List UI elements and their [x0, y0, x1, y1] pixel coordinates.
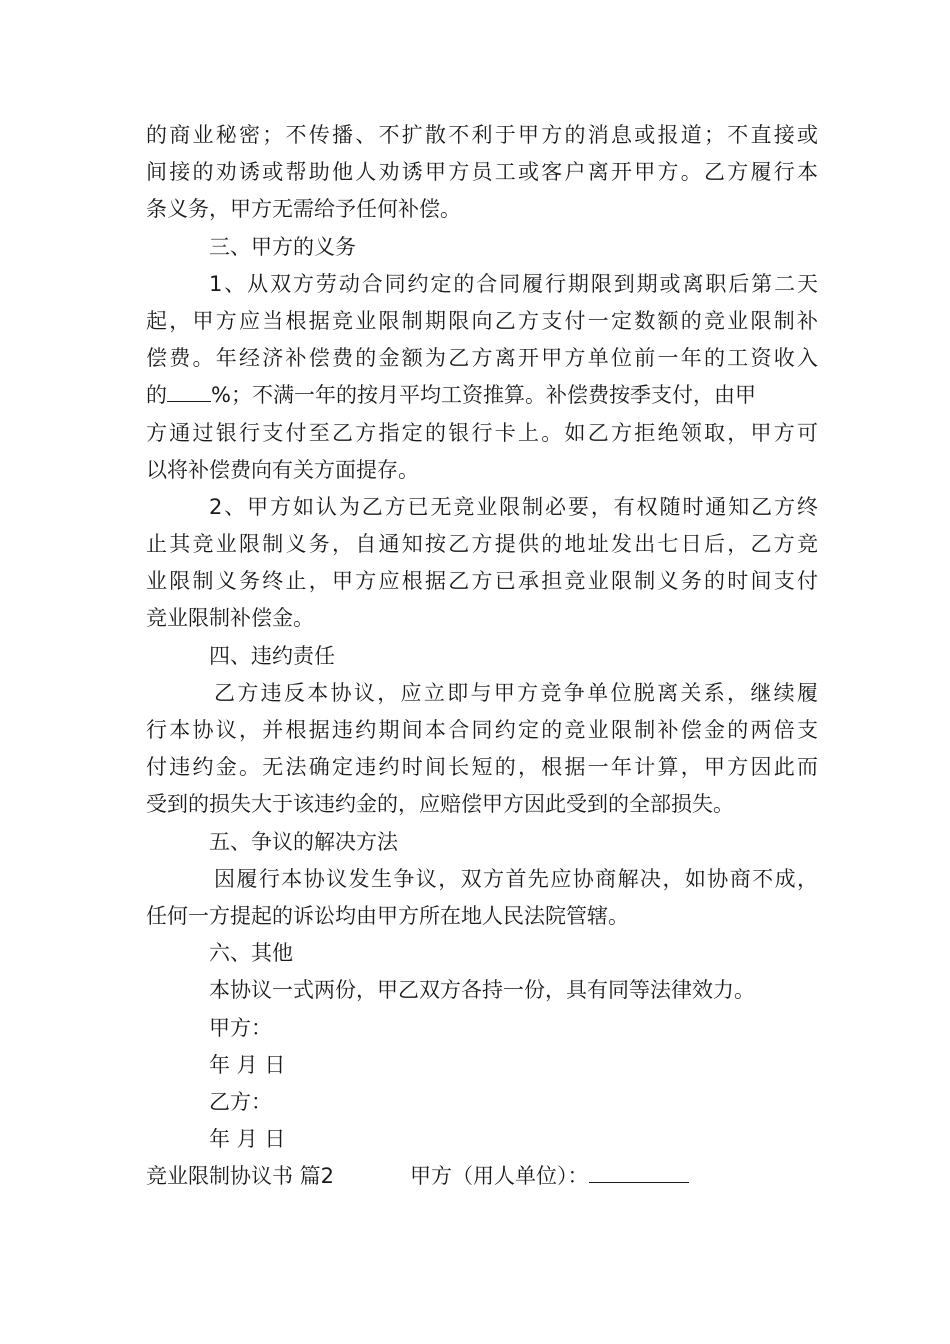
section-heading-obligations-a: 三、甲方的义务 [209, 234, 356, 259]
paragraph-line: 业限制义务终止，甲方应根据乙方已承担竞业限制义务的时间支付 [146, 569, 818, 594]
paragraph-line: 因履行本协议发生争议，双方首先应协商解决，如协商不成， [214, 866, 818, 891]
paragraph-line: 偿费。年经济补偿费的金额为乙方离开甲方单位前一年的工资收入 [146, 346, 818, 371]
text-fragment: 的 [146, 383, 167, 408]
paragraph-line: 2、甲方如认为乙方已无竞业限制必要，有权随时通知乙方终 [209, 494, 818, 519]
party-b-date: 年 月 日 [209, 1127, 286, 1152]
paragraph-line-with-blank [146, 377, 818, 414]
paragraph-line: 起，甲方应当根据竞业限制期限向乙方支付一定数额的竞业限制补 [146, 308, 818, 333]
next-agreement-header [146, 1158, 818, 1195]
section-heading-other: 六、其他 [209, 941, 293, 966]
document-page [146, 117, 818, 1195]
paragraph-line: 受到的损失大于该违约金的，应赔偿甲方因此受到的全部损失。 [146, 792, 734, 817]
agreement-title: 竞业限制协议书 篇2 [146, 1164, 335, 1189]
party-a-date: 年 月 日 [209, 1052, 286, 1077]
employer-blank [589, 1160, 689, 1183]
percentage-blank [167, 379, 211, 402]
employer-field [410, 1158, 689, 1195]
text-fragment: %；不满一年的按月平均工资推算。补偿费按季支付，由甲 [211, 383, 756, 408]
paragraph-line: 本协议一式两份，甲乙双方各持一份，具有同等法律效力。 [209, 978, 755, 1003]
party-b-signature-label: 乙方： [209, 1089, 272, 1114]
paragraph-line: 条义务，甲方无需给予任何补偿。 [146, 197, 461, 222]
paragraph-line: 行本协议，并根据违约期间本合同约定的竞业限制补偿金的两倍支 [146, 718, 818, 742]
paragraph-line: 乙方违反本协议，应立即与甲方竞争单位脱离关系，继续履 [214, 680, 818, 705]
section-heading-breach: 四、违约责任 [209, 643, 335, 668]
paragraph-line: 的商业秘密；不传播、不扩散不利于甲方的消息或报道；不直接或 [146, 123, 818, 147]
paragraph-line: 止其竞业限制义务，自通知按乙方提供的地址发出七日后，乙方竞 [146, 532, 818, 557]
paragraph-line: 付违约金。无法确定违约时间长短的，根据一年计算，甲方因此而 [146, 755, 818, 780]
paragraph-line: 以将补偿费向有关方面提存。 [146, 457, 419, 482]
paragraph-line: 间接的劝诱或帮助他人劝诱甲方员工或客户离开甲方。乙方履行本 [146, 160, 818, 185]
employer-label: 甲方（用人单位）： [410, 1164, 589, 1189]
paragraph-line: 任何一方提起的诉讼均由甲方所在地人民法院管辖。 [146, 903, 629, 928]
paragraph-line: 1、从双方劳动合同约定的合同履行期限到期或离职后第二天 [209, 271, 818, 296]
paragraph-line: 竞业限制补偿金。 [146, 606, 314, 631]
section-heading-disputes: 五、争议的解决方法 [209, 829, 398, 854]
party-a-signature-label: 甲方： [209, 1015, 272, 1040]
paragraph-line: 方通过银行支付至乙方指定的银行卡上。如乙方拒绝领取，甲方可 [146, 420, 818, 445]
